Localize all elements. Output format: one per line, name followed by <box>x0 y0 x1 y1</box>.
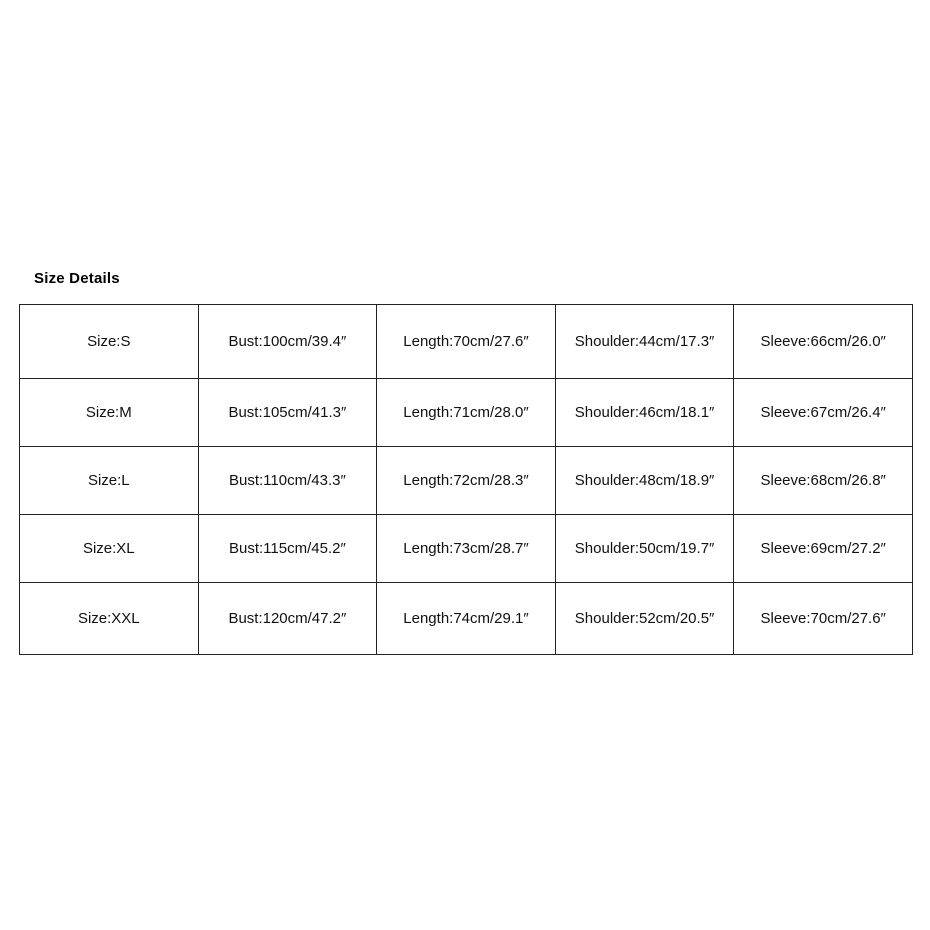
shoulder-cell: Shoulder:44cm/17.3″ <box>555 305 734 379</box>
length-cell: Length:72cm/28.3″ <box>377 447 556 515</box>
bust-cell: Bust:110cm/43.3″ <box>198 447 377 515</box>
bust-cell: Bust:100cm/39.4″ <box>198 305 377 379</box>
size-cell: Size:XXL <box>20 583 199 655</box>
table-row <box>20 379 913 447</box>
shoulder-cell: Shoulder:50cm/19.7″ <box>555 515 734 583</box>
length-cell: Length:71cm/28.0″ <box>377 379 556 447</box>
size-cell: Size:M <box>20 379 199 447</box>
sleeve-cell: Sleeve:67cm/26.4″ <box>734 379 913 447</box>
length-cell: Length:74cm/29.1″ <box>377 583 556 655</box>
length-cell: Length:70cm/27.6″ <box>377 305 556 379</box>
sleeve-cell: Sleeve:70cm/27.6″ <box>734 583 913 655</box>
bust-cell: Bust:120cm/47.2″ <box>198 583 377 655</box>
shoulder-cell: Shoulder:48cm/18.9″ <box>555 447 734 515</box>
table-row <box>20 447 913 515</box>
table-row <box>20 583 913 655</box>
bust-cell: Bust:115cm/45.2″ <box>198 515 377 583</box>
sleeve-cell: Sleeve:66cm/26.0″ <box>734 305 913 379</box>
size-cell: Size:S <box>20 305 199 379</box>
size-cell: Size:XL <box>20 515 199 583</box>
bust-cell: Bust:105cm/41.3″ <box>198 379 377 447</box>
size-cell: Size:L <box>20 447 199 515</box>
table-row <box>20 305 913 379</box>
sleeve-cell: Sleeve:69cm/27.2″ <box>734 515 913 583</box>
length-cell: Length:73cm/28.7″ <box>377 515 556 583</box>
sleeve-cell: Sleeve:68cm/26.8″ <box>734 447 913 515</box>
size-table <box>19 304 913 655</box>
page-title: Size Details <box>34 270 120 287</box>
table-row <box>20 515 913 583</box>
shoulder-cell: Shoulder:52cm/20.5″ <box>555 583 734 655</box>
shoulder-cell: Shoulder:46cm/18.1″ <box>555 379 734 447</box>
